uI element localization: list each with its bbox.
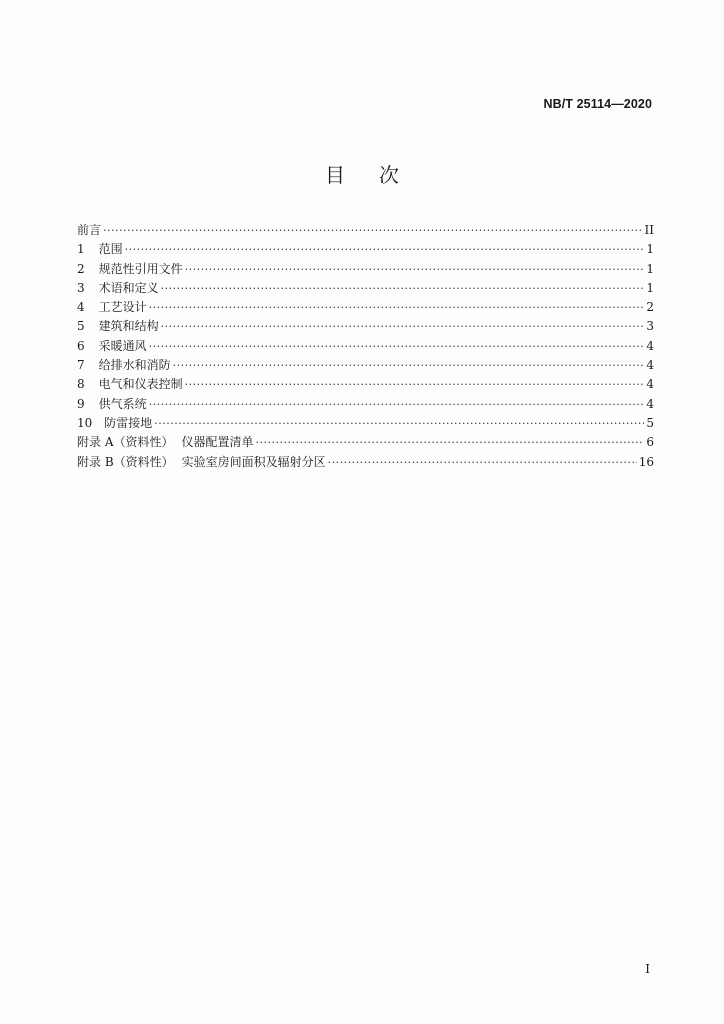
toc-entry[interactable] — [77, 337, 654, 356]
toc-entry-page: 1 — [646, 280, 654, 295]
toc-entry-title: 供气系统 — [98, 396, 147, 411]
toc-entry-title: 仪器配置清单 — [181, 435, 254, 450]
toc-entry-page: 3 — [646, 319, 654, 334]
toc-entry-page: 6 — [646, 435, 654, 450]
toc-entry-number: 4 — [77, 300, 85, 315]
toc-entry-number: 8 — [77, 377, 85, 392]
toc-entry-number: 附录 B（资料性） — [77, 454, 174, 469]
toc-entry[interactable] — [77, 221, 654, 240]
page-title: 目次 — [325, 163, 433, 187]
toc-entry[interactable] — [77, 356, 654, 375]
toc-entry-label — [77, 395, 147, 414]
toc-entry-page: 4 — [646, 338, 654, 353]
toc-dot-leader — [161, 279, 645, 298]
toc-entry-title: 规范性引用文件 — [98, 261, 183, 276]
toc-entry-label — [77, 240, 123, 259]
toc-entry-number: 1 — [77, 242, 85, 257]
toc-entry-title: 采暖通风 — [98, 338, 147, 353]
toc-entry-label — [77, 375, 183, 394]
toc-entry[interactable] — [77, 298, 654, 317]
toc-entry-number: 5 — [77, 319, 85, 334]
toc-entry-title: 术语和定义 — [98, 280, 159, 295]
toc-entry-title: 范围 — [98, 242, 123, 257]
toc-entry-title: 防雷接地 — [104, 415, 153, 430]
toc-entry-label — [77, 298, 147, 317]
toc-entry[interactable] — [77, 433, 654, 452]
toc-entry-number: 3 — [77, 280, 85, 295]
toc-dot-leader — [185, 260, 645, 279]
toc-entry-title: 建筑和结构 — [98, 319, 159, 334]
toc-entry-label — [77, 221, 101, 240]
toc-dot-leader — [149, 298, 645, 317]
toc-entry[interactable] — [77, 375, 654, 394]
toc-entry-label — [77, 337, 147, 356]
toc-entry-page: 2 — [646, 300, 654, 315]
toc-dot-leader — [185, 375, 645, 394]
toc-entry-title: 工艺设计 — [98, 300, 147, 315]
toc-entry-number: 附录 A（资料性） — [77, 435, 174, 450]
toc-entry-label — [77, 279, 159, 298]
toc-dot-leader — [154, 414, 644, 433]
toc-dot-leader — [328, 453, 637, 472]
toc-entry-label — [77, 356, 171, 375]
toc-entry[interactable] — [77, 395, 654, 414]
toc-entry[interactable] — [77, 279, 654, 298]
toc-entry-label — [77, 260, 183, 279]
page-number: I — [645, 962, 650, 976]
toc-entry-page: 16 — [638, 454, 654, 469]
toc-entry-page: II — [644, 223, 654, 237]
toc-entry-title: 前言 — [77, 223, 102, 237]
toc-dot-leader — [161, 317, 645, 336]
toc-entry[interactable] — [77, 260, 654, 279]
toc-dot-leader — [125, 240, 645, 259]
toc-entry-label — [77, 414, 152, 433]
toc-entry-page: 4 — [646, 396, 654, 411]
toc-entry-label — [77, 433, 254, 452]
toc-entry-label — [77, 317, 159, 336]
toc-entry-title: 给排水和消防 — [98, 358, 171, 373]
toc-entry-number: 6 — [77, 338, 85, 353]
toc-dot-leader — [149, 395, 645, 414]
toc-dot-leader — [256, 433, 645, 452]
toc-entry-label — [77, 453, 326, 472]
standard-number: NB/T 25114—2020 — [543, 97, 652, 111]
toc-dot-leader — [103, 221, 643, 240]
toc-entry-page: 1 — [646, 261, 654, 276]
toc-entry[interactable] — [77, 240, 654, 259]
toc-entry-page: 4 — [646, 377, 654, 392]
toc-entry-page: 4 — [646, 358, 654, 373]
toc-entry-number: 2 — [77, 261, 85, 276]
toc-dot-leader — [173, 356, 645, 375]
toc-entry-number: 10 — [77, 415, 93, 430]
toc-entry-number: 7 — [77, 358, 85, 373]
toc-dot-leader — [149, 337, 645, 356]
toc-entry[interactable] — [77, 317, 654, 336]
toc-entry-page: 1 — [646, 242, 654, 257]
toc-entry-page: 5 — [646, 415, 654, 430]
toc-entry[interactable] — [77, 453, 654, 472]
toc-entry-number: 9 — [77, 396, 85, 411]
toc-entry-title: 实验室房间面积及辐射分区 — [181, 454, 326, 469]
toc-entry-title: 电气和仪表控制 — [98, 377, 183, 392]
toc-entry[interactable] — [77, 414, 654, 433]
table-of-contents — [77, 221, 654, 472]
